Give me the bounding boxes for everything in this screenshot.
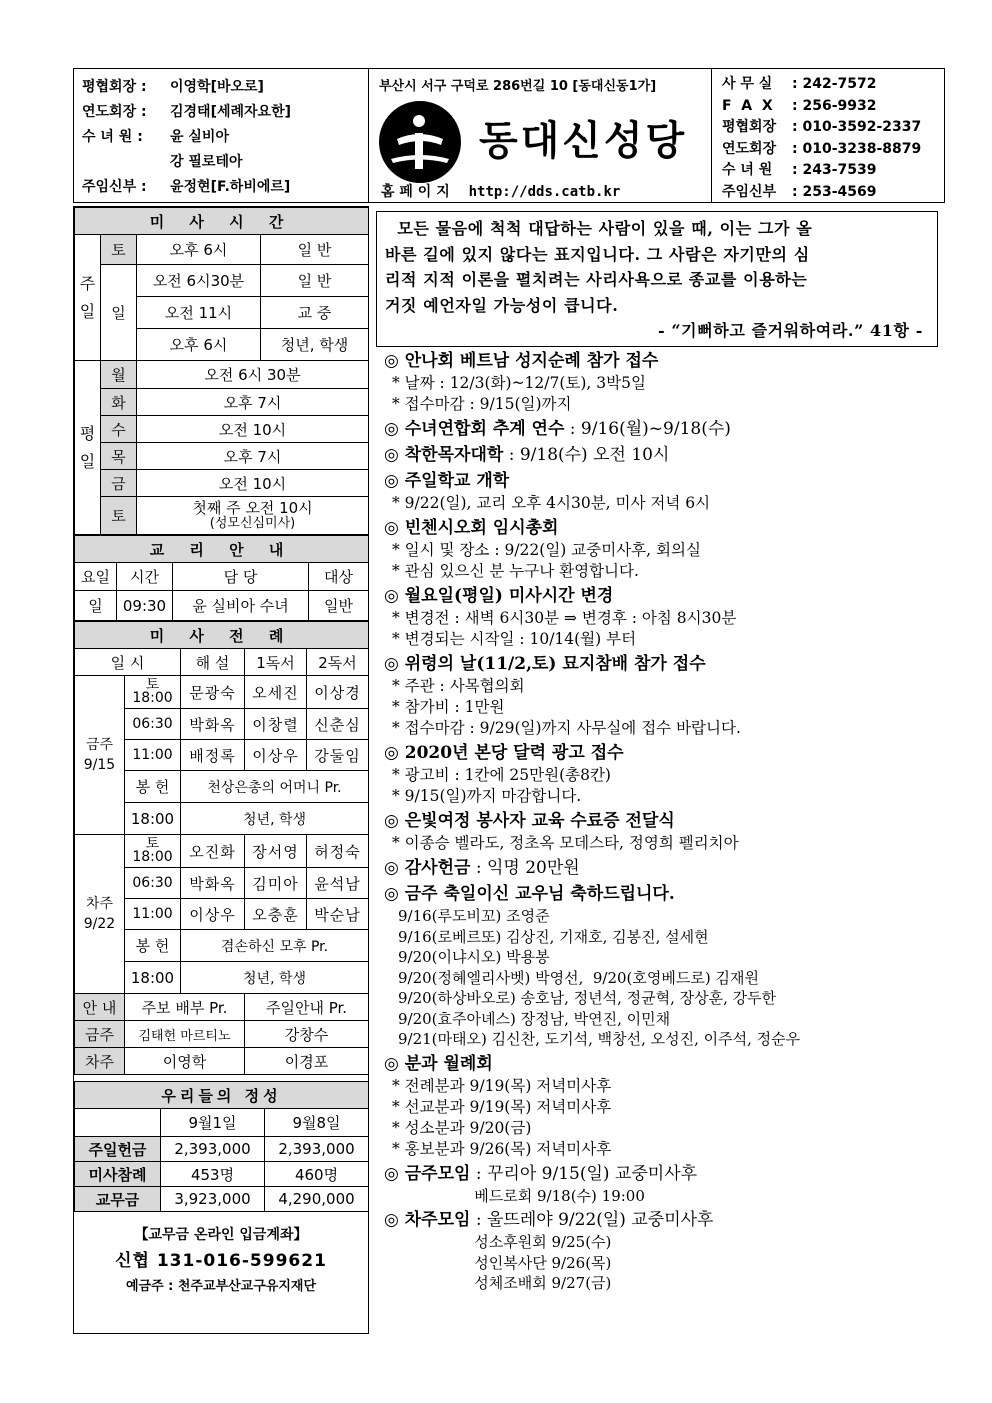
guide-cell: 이영학 xyxy=(125,1048,245,1075)
reader-name: 박순남 xyxy=(307,899,369,930)
notice-title-line xyxy=(384,350,944,373)
notice-item xyxy=(384,1163,944,1207)
notices-list xyxy=(384,347,944,1294)
notice-title-line xyxy=(384,810,944,833)
offering-label: 봉 헌 xyxy=(125,930,181,962)
phone-value: : 010-3238-8879 xyxy=(792,140,922,157)
time-value: 06:30 xyxy=(132,715,173,732)
row-label: 미사참례 xyxy=(75,1162,161,1187)
notice-detail: 9/20(정혜엘리사벳) 박영선, 9/20(호영베드로) 김재원 xyxy=(398,968,759,987)
contact-value: 윤정현[F.하비에르] xyxy=(170,179,291,195)
notice-detail: * 일시 및 장소 : 9/22(일) 교중미사후, 회의실 xyxy=(392,541,701,559)
notice-title-line xyxy=(384,418,944,441)
youth-value: 청년, 학생 xyxy=(181,803,369,835)
notice-title: ◎ 수녀연합회 추계 연수 xyxy=(384,419,565,439)
notice-detail: * 9/22(일), 교리 오후 4시30분, 미사 저녁 6시 xyxy=(392,494,711,512)
reader-name: 오충훈 xyxy=(245,899,307,930)
notice-detail: 성체조배회 9/27(금) xyxy=(398,1274,612,1292)
notice-title: ◎ 빈첸시오회 임시총회 xyxy=(384,518,559,538)
catechism-table xyxy=(74,535,369,621)
phone-value: : 256-9932 xyxy=(792,97,877,114)
notice-title-line xyxy=(384,742,944,765)
notice-detail: 9/16(로베르또) 김상진, 기재호, 김봉진, 설세현 xyxy=(398,927,709,946)
notice-subtitle: : 울뜨레야 9/22(일) 교중미사후 xyxy=(470,1210,714,1230)
phone-key: 평협회장 xyxy=(722,119,777,135)
account-info xyxy=(74,1212,368,1300)
quote-line: 바른 길에 있지 않다는 표지입니다. 그 사람은 자기만의 심 xyxy=(385,244,810,264)
notice-detail: * 광고비 : 1칸에 25만원(총8칸) xyxy=(392,766,611,784)
header-contacts-left xyxy=(73,68,369,203)
account-number: 신협 131-016-599621 xyxy=(115,1251,327,1271)
reader-name: 박화옥 xyxy=(181,709,245,740)
week-date: 9/22 xyxy=(83,916,116,932)
row-label: 교무금 xyxy=(75,1187,161,1212)
time-day: 토 xyxy=(145,677,160,693)
time-cell xyxy=(125,899,181,930)
account-title: 【교무금 온라인 입금계좌】 xyxy=(134,1227,308,1243)
col-header: 요일 xyxy=(75,563,117,591)
reader-name: 문광숙 xyxy=(181,676,245,709)
church-name: 동대신성당 xyxy=(479,117,688,164)
day-cell: 토 xyxy=(101,235,137,265)
mass-times-table xyxy=(74,207,369,535)
reader-name: 이창렬 xyxy=(245,709,307,740)
time-cell xyxy=(137,497,369,535)
notice-item xyxy=(384,1209,944,1294)
notice-subtitle: : 9/16(월)~9/18(수) xyxy=(564,419,731,439)
quote-line: 리적 지적 이론을 펼치려는 사리사욕으로 종교를 이용하는 xyxy=(385,270,808,289)
notice-item xyxy=(384,418,944,441)
account-holder: 예금주 : 천주교부산교구유지재단 xyxy=(125,1279,317,1294)
catechism-heading: 교 리 안 내 xyxy=(75,536,369,563)
notice-item xyxy=(384,857,944,880)
reader-name: 이상우 xyxy=(181,899,245,930)
church-logo-icon xyxy=(377,99,463,185)
offering-value: 겸손하신 모후 Pr. xyxy=(181,930,369,962)
mass-times-heading: 미 사 시 간 xyxy=(75,208,369,235)
phone-row xyxy=(722,96,934,118)
cell: 2,393,000 xyxy=(265,1137,369,1162)
contact-value: 강 필로테아 xyxy=(170,154,243,170)
notice-detail: * 선교분과 9/19(목) 저녁미사후 xyxy=(392,1097,612,1116)
col-header: 일 시 xyxy=(75,649,181,676)
contact-key: 평협회장 : xyxy=(82,79,147,95)
notice-subtitle: : 9/18(수) 오전 10시 xyxy=(503,445,670,465)
reader-name: 오진화 xyxy=(181,835,245,868)
day-cell: 금 xyxy=(101,470,137,497)
notice-item xyxy=(384,470,944,514)
phone-key: 연도회장 xyxy=(722,140,777,157)
reader-name: 윤석남 xyxy=(307,868,369,899)
offerings-heading: 우리들의 정성 xyxy=(75,1082,369,1109)
type-cell: 청년, 학생 xyxy=(261,329,369,361)
notice-subtitle: : 꾸리아 9/15(일) 교중미사후 xyxy=(470,1163,698,1184)
reader-name: 이상경 xyxy=(307,676,369,709)
notice-item xyxy=(384,444,944,467)
reader-name: 김미아 xyxy=(245,868,307,899)
phone-row xyxy=(722,117,934,139)
cell: 09:30 xyxy=(117,591,173,621)
phone-key: 사 무 실 xyxy=(722,76,773,92)
guide-cell: 이경포 xyxy=(245,1048,369,1075)
notice-title: ◎ 2020년 본당 달력 광고 접수 xyxy=(384,743,624,763)
col-header: 2독서 xyxy=(307,649,369,676)
reader-name: 신춘심 xyxy=(307,709,369,740)
contact-key: 연도회장 : xyxy=(82,104,147,120)
guide-col-b: 주일안내 Pr. xyxy=(245,994,369,1021)
time-cell xyxy=(125,709,181,740)
time-value: 11:00 xyxy=(132,746,173,763)
phone-key: 수 녀 원 xyxy=(722,162,773,178)
reader-name: 강둘임 xyxy=(307,740,369,771)
type-cell: 교 중 xyxy=(261,297,369,329)
col-header: 담 당 xyxy=(173,563,309,591)
contact-key: 주임신부 : xyxy=(82,179,147,195)
row-label: 주일헌금 xyxy=(75,1137,161,1162)
week-date: 9/15 xyxy=(83,757,116,773)
notice-detail: * 변경되는 시작일 : 10/14(월) 부터 xyxy=(392,630,637,648)
time-cell: 오후 6시 xyxy=(137,235,261,265)
notice-title-line xyxy=(384,883,944,906)
time-cell: 오후 6시 xyxy=(137,329,261,361)
notice-detail: * 홍보분과 9/26(목) 저녁미사후 xyxy=(392,1139,612,1158)
notice-title: ◎ 금주 축일이신 교우님 축하드립니다. xyxy=(384,884,675,904)
offering-label: 봉 헌 xyxy=(125,771,181,803)
notice-item xyxy=(384,517,944,582)
col-header: 시간 xyxy=(117,563,173,591)
blank-cell xyxy=(75,1109,161,1137)
time-value: 06:30 xyxy=(132,874,173,891)
time-cell: 오전 10시 xyxy=(137,416,369,443)
col-header: 9월1일 xyxy=(161,1109,265,1137)
notice-detail: * 주관 : 사목협의회 xyxy=(392,677,525,695)
time-cell: 오후 7시 xyxy=(137,443,369,470)
homepage-label: 홈 페 이 지 xyxy=(381,184,450,200)
notice-detail: * 이종승 벨라도, 정초옥 모데스타, 정영희 펠리치아 xyxy=(392,834,739,852)
offerings-table xyxy=(74,1081,369,1212)
guide-row-label: 금주 xyxy=(75,1021,125,1048)
notice-detail: * 성소분과 9/20(금) xyxy=(392,1118,532,1137)
liturgy-table xyxy=(74,621,369,1075)
contact-value: 김경태[세례자요한] xyxy=(170,104,291,120)
contact-row xyxy=(82,175,360,200)
notice-detail: * 날짜 : 12/3(화)~12/7(토), 3박5일 xyxy=(392,374,646,392)
notice-item xyxy=(384,653,944,739)
cell: 일 xyxy=(75,591,117,621)
notice-title-line xyxy=(384,653,944,676)
day-cell: 목 xyxy=(101,443,137,470)
week-name: 차주 xyxy=(85,896,114,912)
time-cell: 오전 10시 xyxy=(137,470,369,497)
notice-title: ◎ 월요일(평일) 미사시간 변경 xyxy=(384,586,614,606)
reader-name: 이상우 xyxy=(245,740,307,771)
time-cell: 18:00 xyxy=(125,803,181,835)
week-name: 금주 xyxy=(85,737,114,753)
phone-value: : 010-3592-2337 xyxy=(792,119,922,135)
notice-item xyxy=(384,742,944,807)
notice-item xyxy=(384,1053,944,1160)
notice-detail: 9/21(마태오) 김신찬, 도기석, 백창선, 오성진, 이주석, 정순우 xyxy=(398,1030,801,1048)
cell: 일반 xyxy=(309,591,369,621)
notice-detail: * 접수마감 : 9/29(일)까지 사무실에 접수 바랍니다. xyxy=(392,719,741,737)
time-cell: 오전 6시30분 xyxy=(137,265,261,297)
contact-key: 수 녀 원 : xyxy=(82,129,143,145)
col-header: 1독서 xyxy=(245,649,307,676)
notice-detail: * 접수마감 : 9/15(일)까지 xyxy=(392,395,572,413)
reader-name: 박화옥 xyxy=(181,868,245,899)
notice-title-line xyxy=(384,857,944,880)
day-cell: 수 xyxy=(101,416,137,443)
sat-week-time: 첫째 주 오전 10시 xyxy=(192,498,313,517)
time-value: 18:00 xyxy=(132,690,173,706)
notice-title: ◎ 분과 월례회 xyxy=(384,1053,493,1074)
phone-row xyxy=(722,182,934,204)
notice-detail: 성인복사단 9/26(목) xyxy=(398,1253,612,1272)
sunday-label: 주일 xyxy=(75,235,101,361)
notice-detail: * 전례분과 9/19(목) 저녁미사후 xyxy=(392,1076,612,1095)
time-cell xyxy=(125,835,181,868)
contact-row xyxy=(82,75,360,100)
notice-title: ◎ 위령의 날(11/2,토) 묘지참배 참가 접수 xyxy=(384,654,706,674)
cell: 3,923,000 xyxy=(161,1187,265,1212)
reader-name: 허정숙 xyxy=(307,835,369,868)
notice-title: ◎ 안나회 베트남 성지순례 참가 접수 xyxy=(384,351,659,371)
church-address: 부산시 서구 구덕로 286번길 10 [동대신동1가] xyxy=(379,79,657,94)
time-cell xyxy=(125,676,181,709)
notice-detail: 9/20(하상바오로) 송호남, 정년석, 정균혁, 장상훈, 강두한 xyxy=(398,989,777,1007)
weekday-label: 평일 xyxy=(75,361,101,535)
day-cell: 화 xyxy=(101,389,137,416)
notice-title-line xyxy=(384,470,944,493)
day-cell: 월 xyxy=(101,361,137,389)
guide-label: 안 내 xyxy=(75,994,125,1021)
reader-name: 배정록 xyxy=(181,740,245,771)
time-value: 18:00 xyxy=(132,849,173,865)
notice-title: ◎ 차주모임 xyxy=(384,1210,471,1230)
quote-line: 모든 물음에 척척 대답하는 사람이 있을 때, 이는 그가 올 xyxy=(385,219,813,238)
contact-key xyxy=(82,150,170,175)
reader-name: 장서영 xyxy=(245,835,307,868)
cell: 453명 xyxy=(161,1162,265,1187)
time-cell: 오후 7시 xyxy=(137,389,369,416)
week-label xyxy=(75,835,125,994)
notice-title-line xyxy=(384,517,944,540)
notice-detail: * 변경전 : 새벽 6시30분 ⇒ 변경후 : 아침 8시30분 xyxy=(392,609,737,627)
notice-detail: 성소후원회 9/25(수) xyxy=(398,1233,612,1251)
guide-cell: 강창수 xyxy=(245,1021,369,1048)
type-cell: 일 반 xyxy=(261,235,369,265)
notice-detail: * 관심 있으신 분 누구나 환영합니다. xyxy=(392,562,639,580)
notice-item xyxy=(384,810,944,854)
notice-title-line xyxy=(384,585,944,608)
youth-value: 청년, 학생 xyxy=(181,962,369,994)
offering-value: 천상은총의 어머니 Pr. xyxy=(181,771,369,803)
contact-row xyxy=(82,100,360,125)
phone-row xyxy=(722,160,934,182)
cell: 윤 실비아 수녀 xyxy=(173,591,309,621)
guide-cell: 김태헌 마르티노 xyxy=(125,1021,245,1048)
phone-row xyxy=(722,74,934,96)
cell: 460명 xyxy=(265,1162,369,1187)
quote-box xyxy=(376,211,938,347)
reader-name: 오세진 xyxy=(245,676,307,709)
notice-detail: 9/20(효주아녜스) 장정남, 박연진, 이민채 xyxy=(398,1009,671,1028)
day-cell: 토 xyxy=(101,497,137,535)
notice-title: ◎ 금주모임 xyxy=(384,1163,471,1184)
time-cell: 오전 11시 xyxy=(137,297,261,329)
notice-detail: 베드로회 9/18(수) 19:00 xyxy=(398,1186,645,1205)
notice-detail: * 9/15(일)까지 마감합니다. xyxy=(392,787,582,805)
notice-detail: 9/20(이냐시오) 박용봉 xyxy=(398,948,550,966)
notice-title: ◎ 감사헌금 xyxy=(384,858,471,878)
notice-subtitle: : 익명 20만원 xyxy=(470,858,580,878)
notice-title-line xyxy=(384,1209,944,1232)
col-header: 9월8일 xyxy=(265,1109,369,1137)
contact-row xyxy=(82,125,360,150)
quote-source: - “기뻐하고 즐거워하여라.” 41항 - xyxy=(657,321,923,340)
phone-value: : 243-7539 xyxy=(792,162,877,178)
header-contacts-right xyxy=(711,68,945,203)
notice-item xyxy=(384,585,944,650)
contact-value: 윤 실비아 xyxy=(170,129,229,145)
notice-title-line xyxy=(384,444,944,467)
phone-value: : 242-7572 xyxy=(792,76,877,92)
time-value: 11:00 xyxy=(132,905,173,922)
left-info-column xyxy=(73,206,369,1334)
notice-title-line xyxy=(384,1053,944,1076)
notice-title: ◎ 주일학교 개학 xyxy=(384,471,510,491)
liturgy-heading: 미 사 전 례 xyxy=(75,622,369,649)
contact-value: 이영학[바오로] xyxy=(170,79,264,95)
header-title-block xyxy=(368,68,712,203)
quote-line: 거짓 예언자일 가능성이 큽니다. xyxy=(385,295,619,315)
guide-row-label: 차주 xyxy=(75,1048,125,1075)
time-cell: 18:00 xyxy=(125,962,181,994)
week-label xyxy=(75,676,125,835)
time-cell xyxy=(125,740,181,771)
type-cell: 일 반 xyxy=(261,265,369,297)
sat-week-note: (성모신심미사) xyxy=(209,515,296,531)
notice-title: ◎ 은빛여정 봉사자 교육 수료증 전달식 xyxy=(384,811,675,831)
time-cell: 오전 6시 30분 xyxy=(137,361,369,389)
contact-row xyxy=(82,150,360,175)
time-cell xyxy=(125,868,181,899)
notice-detail: 9/16(루도비꼬) 조영준 xyxy=(398,907,550,925)
col-header: 해 설 xyxy=(181,649,245,676)
notice-title-line xyxy=(384,1163,944,1186)
phone-value: : 253-4569 xyxy=(792,183,877,200)
notice-detail: * 참가비 : 1만원 xyxy=(392,698,505,716)
phone-key: 주임신부 xyxy=(722,183,777,200)
guide-col-a: 주보 배부 Pr. xyxy=(125,994,245,1021)
homepage-url[interactable]: http://dds.catb.kr xyxy=(468,184,621,200)
cell: 4,290,000 xyxy=(265,1187,369,1212)
notice-title: ◎ 착한목자대학 xyxy=(384,445,504,465)
phone-row xyxy=(722,139,934,161)
cell: 2,393,000 xyxy=(161,1137,265,1162)
notice-item xyxy=(384,350,944,415)
notice-item xyxy=(384,883,944,1050)
time-day: 토 xyxy=(145,836,160,852)
phone-key: F A X xyxy=(722,97,773,114)
day-cell: 일 xyxy=(101,265,137,361)
homepage-line xyxy=(381,181,620,201)
col-header: 대상 xyxy=(309,563,369,591)
